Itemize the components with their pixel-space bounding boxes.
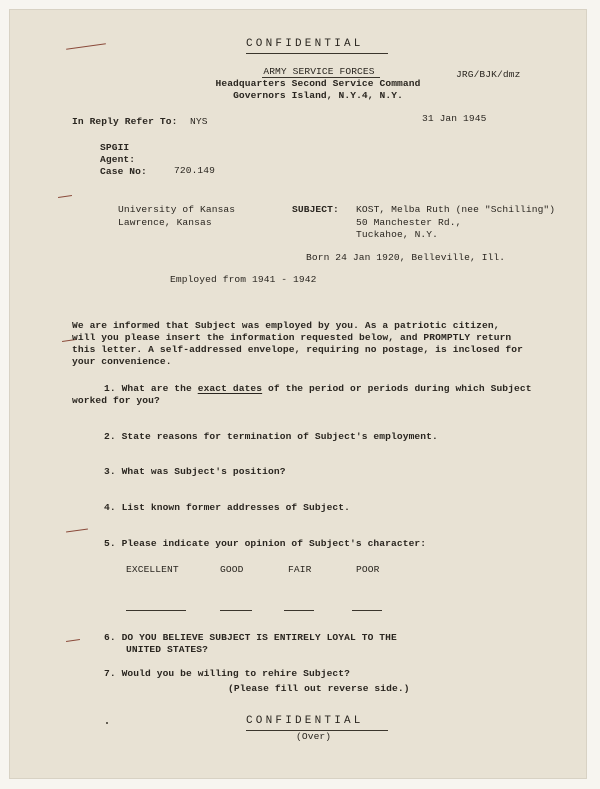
rating-excellent: EXCELLENT: [126, 564, 179, 575]
case-code: SPGII: [100, 142, 130, 153]
question-1-post: of the period or periods during which Subject: [262, 383, 532, 394]
case-number: 720.149: [174, 165, 216, 176]
address-line-2: Lawrence, Kansas: [118, 217, 212, 228]
classification-top-underline: [246, 53, 388, 54]
org-line-1: ARMY SERVICE FORCES: [263, 66, 375, 77]
reverse-note: (Please fill out reverse side.): [228, 683, 410, 694]
classification-top: CONFIDENTIAL: [246, 38, 364, 50]
classification-bottom: CONFIDENTIAL: [246, 715, 364, 727]
agent-label: Agent:: [100, 154, 136, 165]
question-1-emphasis: exact dates: [197, 383, 263, 394]
body-line-3: this letter. A self-addressed envelope, requiring no postage, is inclosed for: [72, 344, 524, 355]
question-5: 5. Please indicate your opinion of Subject's character:: [104, 538, 427, 549]
body-line-4: your convenience.: [72, 356, 172, 367]
body-line-1: We are informed that Subject was employed by you. As a patriotic citizen,: [72, 320, 500, 331]
employment-period: Employed from 1941 - 1942: [170, 274, 317, 285]
rating-line-excellent[interactable]: [126, 610, 186, 611]
letter-date: 31 Jan 1945: [422, 113, 487, 124]
rating-line-good[interactable]: [220, 610, 252, 611]
question-7: 7. Would you be willing to rehire Subject?: [104, 668, 351, 679]
over-note: (Over): [296, 731, 332, 742]
question-2: 2. State reasons for termination of Subject's employment.: [104, 431, 438, 442]
rating-good: GOOD: [220, 564, 244, 575]
reference-code: JRG/BJK/dmz: [456, 69, 521, 80]
org-line-3: Governors Island, N.Y.4, N.Y.: [233, 90, 403, 101]
question-3: 3. What was Subject's position?: [104, 466, 286, 477]
margin-mark: [58, 195, 72, 198]
margin-mark: [66, 43, 106, 50]
document-page: [10, 10, 586, 778]
case-label: Case No:: [100, 166, 147, 177]
rating-line-fair[interactable]: [284, 610, 314, 611]
reply-label: In Reply Refer To:: [72, 116, 178, 127]
subject-address-2: Tuckahoe, N.Y.: [356, 229, 439, 240]
subject-address-1: 50 Manchester Rd.,: [356, 217, 462, 228]
address-line-1: University of Kansas: [118, 204, 236, 215]
org-line-2: Headquarters Second Service Command: [215, 78, 421, 89]
rating-poor: POOR: [356, 564, 380, 575]
subject-label: SUBJECT:: [292, 204, 339, 215]
body-line-2: will you please insert the information requested below, and PROMPTLY return: [72, 332, 512, 343]
question-4: 4. List known former addresses of Subject.: [104, 502, 351, 513]
rating-line-poor[interactable]: [352, 610, 382, 611]
subject-name: KOST, Melba Ruth (nee "Schilling"): [356, 204, 556, 215]
question-1-pre: 1. What are the: [104, 383, 198, 394]
question-1: [104, 383, 532, 394]
subject-birth: Born 24 Jan 1920, Belleville, Ill.: [306, 252, 506, 263]
margin-mark: [66, 528, 88, 532]
question-6-line-2: UNITED STATES?: [126, 644, 209, 655]
question-1-line-2: worked for you?: [72, 395, 160, 406]
reply-value: NYS: [190, 116, 208, 127]
margin-mark: [66, 639, 80, 642]
question-6-line-1: 6. DO YOU BELIEVE SUBJECT IS ENTIRELY LOYAL TO THE: [104, 632, 397, 643]
stray-mark: [106, 722, 108, 724]
rating-fair: FAIR: [288, 564, 312, 575]
